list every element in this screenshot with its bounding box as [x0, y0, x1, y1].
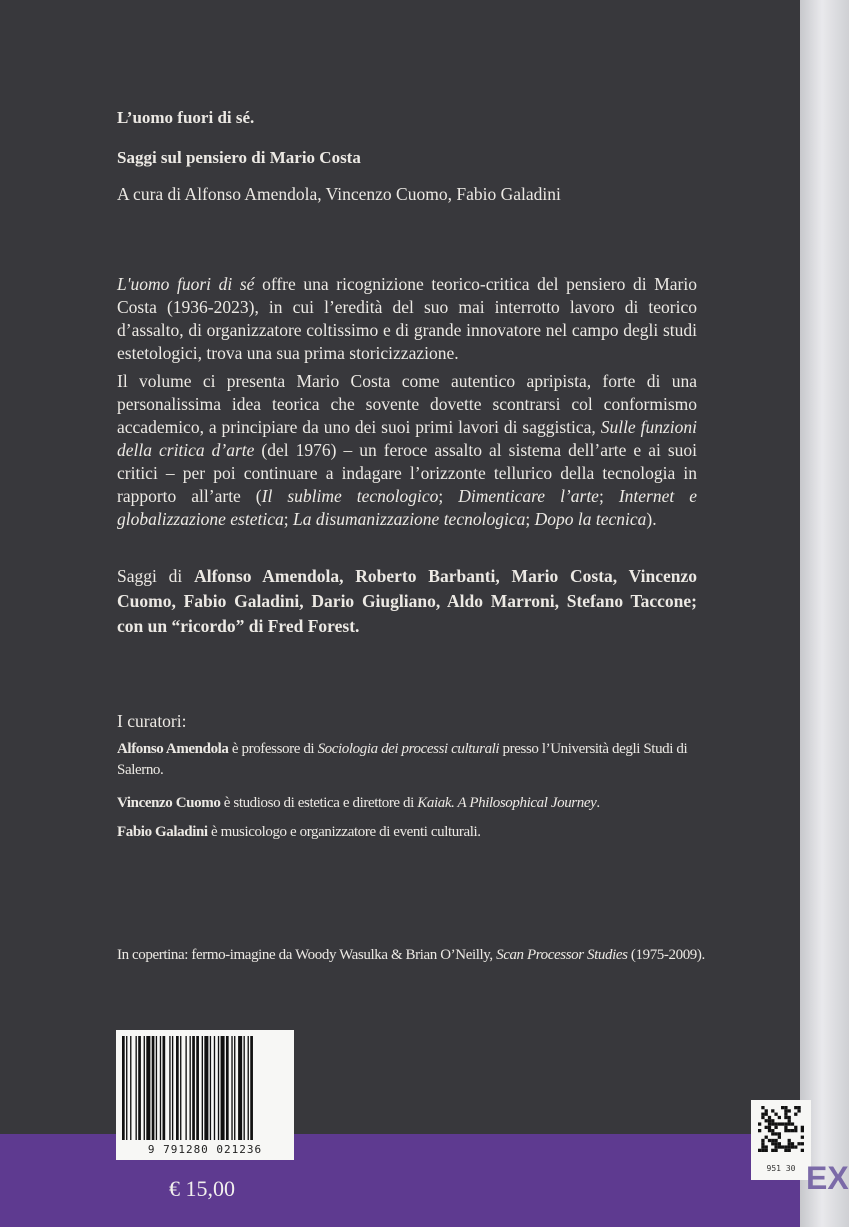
isbn-digits: 9 791280 021236: [147, 1143, 263, 1156]
description-text: ).: [646, 509, 657, 529]
work-title: Sulle funzioni della critica d’arte: [117, 417, 698, 460]
qr-code: [751, 1100, 811, 1180]
curator-bio-2: [117, 793, 707, 814]
work-title: Il sublime tecnologico: [261, 486, 439, 506]
separator: ;: [525, 509, 535, 529]
book-title: L’uomo fuori di sé.: [117, 108, 255, 127]
description-text: offre una ricognizione teorico-critica del pensiero di Mario Costa (1936-2023), in cui l’eredità del suo mai interrotto lavoro di teorico d’assalto, di organizzatore coltissimo e di grande innovatore nel campo degli studi estetologici, trova una sua prima storicizzazione.: [117, 274, 697, 363]
curator-text: è studioso di estetica e direttore di: [220, 795, 418, 811]
cover-credit: [117, 945, 707, 966]
qr-code-pattern: [758, 1106, 804, 1152]
curator-text: presso l’Università degli Studi di Salerno.: [117, 741, 688, 778]
spine-letters: EX: [806, 1160, 849, 1196]
price: € 15,00: [169, 1176, 235, 1201]
book-title-italic: L'uomo fuori di sé: [117, 274, 255, 294]
curator-bio-3: [117, 822, 707, 843]
journal-title: Kaiak. A Philosophical Journey: [417, 795, 597, 811]
book-subtitle: Saggi sul pensiero di Mario Costa: [117, 148, 361, 167]
curator-name: Fabio Galadini: [117, 824, 208, 840]
artwork-title: Scan Processor Studies: [496, 947, 628, 963]
curators-heading: I curatori:: [117, 711, 187, 731]
book-edge: [800, 0, 849, 1227]
work-title: Dopo la tecnica: [534, 509, 647, 529]
separator: ;: [438, 486, 459, 506]
description-text: (del 1976) – un feroce assalto al sistema dell’arte e ai suoi critici – per poi continuare a indagare l’orizzonte tellurico della tecnologia in rapporto all’arte (: [117, 440, 697, 506]
work-title: Internet e globalizzazione estetica: [117, 486, 697, 529]
qr-code-label: 951 30: [766, 1164, 796, 1173]
curator-name: Alfonso Amendola: [117, 741, 229, 757]
work-title: Dimenticare l’arte: [458, 486, 599, 506]
description-text: Il volume ci presenta Mario Costa come autentico apripista, forte di una personalissima idea teorica che sovente dovette scontrarsi col conformismo accademico, a principiare da uno dei suoi primi lavori di saggistica,: [117, 371, 697, 437]
editors-line: A cura di Alfonso Amendola, Vincenzo Cuomo, Fabio Galadini: [117, 184, 561, 204]
contributors-names: Alfonso Amendola, Roberto Barbanti, Mario Costa, Vincenzo Cuomo, Fabio Galadini, Dario Giugliano, Aldo Marroni, Stefano Taccone; con un “ricordo” di Fred Forest.: [117, 566, 697, 636]
curator-text: .: [596, 795, 600, 811]
separator: ;: [283, 509, 293, 529]
isbn-barcode: [116, 1030, 294, 1160]
contributors-paragraph: [117, 564, 697, 639]
work-title: La disumanizzazione tecnologica: [292, 509, 526, 529]
curator-subject: Sociologia dei processi culturali: [317, 741, 500, 757]
curator-text: è musicologo e organizzatore di eventi culturali.: [207, 824, 481, 840]
description-paragraph-1: [117, 273, 697, 365]
curator-bio-1: [117, 739, 707, 781]
separator: ;: [598, 486, 619, 506]
contributors-prefix: Saggi di: [117, 566, 195, 586]
barcode-bars: [122, 1036, 288, 1140]
curator-text: è professore di: [228, 741, 318, 757]
curator-name: Vincenzo Cuomo: [117, 795, 221, 811]
credit-text: (1975-2009).: [627, 947, 705, 963]
description-paragraph-2: [117, 370, 697, 531]
credit-text: In copertina: fermo-imagine da Woody Wasulka & Brian O’Neilly,: [117, 947, 497, 963]
